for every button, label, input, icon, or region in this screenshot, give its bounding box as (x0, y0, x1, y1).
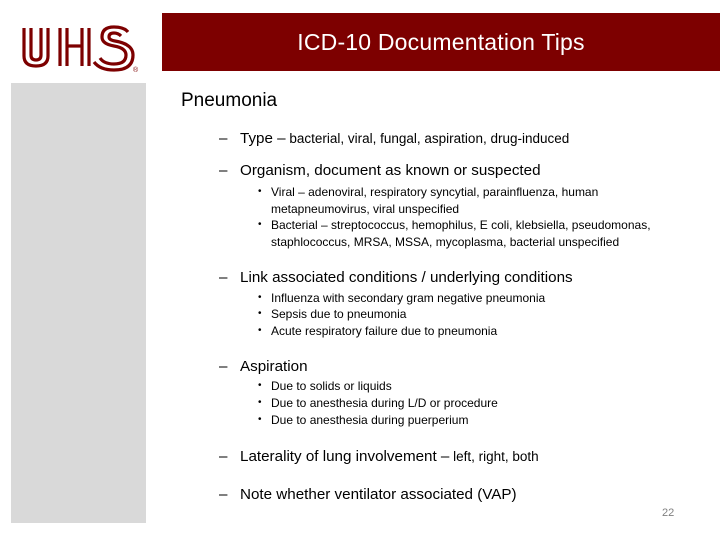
bullet-lead: Type – (240, 130, 286, 147)
bullet-dot-icon: • (258, 325, 262, 336)
bullet-lead: Aspiration (240, 358, 308, 375)
bullet-dot-icon: • (258, 219, 262, 230)
left-decorative-band (11, 83, 146, 523)
sub-bullet-text: Bacterial – streptococcus, hemophilus, E coli, klebsiella, pseudomonas, staphlococcus, MRSA, MSSA, mycoplasma, bacterial unspecified (271, 218, 651, 249)
bullet-dot-icon: • (258, 308, 262, 319)
sub-bullet-text: Viral – adenoviral, respiratory syncytial, parainfluenza, human metapneumovirus, viral unspecified (271, 185, 599, 216)
sub-bullet-text: Due to anesthesia during puerperium (271, 413, 469, 427)
bullet-lead: Laterality of lung involvement – (240, 448, 450, 465)
slide-title: ICD-10 Documentation Tips (297, 28, 585, 55)
title-bar (162, 13, 720, 71)
bullet-dot-icon: • (258, 414, 262, 425)
slide-heading: Pneumonia (181, 90, 278, 111)
uhs-logo (20, 22, 145, 74)
bullet-lead: Link associated conditions / underlying conditions (240, 269, 573, 286)
sub-bullet-text: Acute respiratory failure due to pneumonia (271, 324, 498, 338)
sub-bullet-text: Sepsis due to pneumonia (271, 307, 407, 321)
bullet-detail: bacterial, viral, fungal, aspiration, drug-induced (285, 131, 570, 146)
dash-icon: – (219, 162, 228, 179)
dash-icon: – (219, 448, 228, 465)
sub-bullet-text: Due to anesthesia during L/D or procedure (271, 396, 498, 410)
bullet-dot-icon: • (258, 186, 262, 197)
sub-bullet-text: Influenza with secondary gram negative pneumonia (271, 291, 546, 305)
bullet-lead: Note whether ventilator associated (VAP) (240, 486, 517, 503)
bullet-dot-icon: • (258, 380, 262, 391)
bullet-dot-icon: • (258, 292, 262, 303)
dash-icon: – (219, 130, 228, 147)
dash-icon: – (219, 269, 228, 286)
dash-icon: – (219, 358, 228, 375)
bullet-detail: left, right, both (449, 449, 539, 464)
sub-bullet-text: Due to solids or liquids (271, 379, 392, 393)
page-number: 22 (662, 507, 675, 519)
logo-registered-mark: ® (133, 67, 139, 74)
bullet-dot-icon: • (258, 397, 262, 408)
bullet-lead: Organism, document as known or suspected (240, 162, 541, 179)
dash-icon: – (219, 486, 228, 503)
